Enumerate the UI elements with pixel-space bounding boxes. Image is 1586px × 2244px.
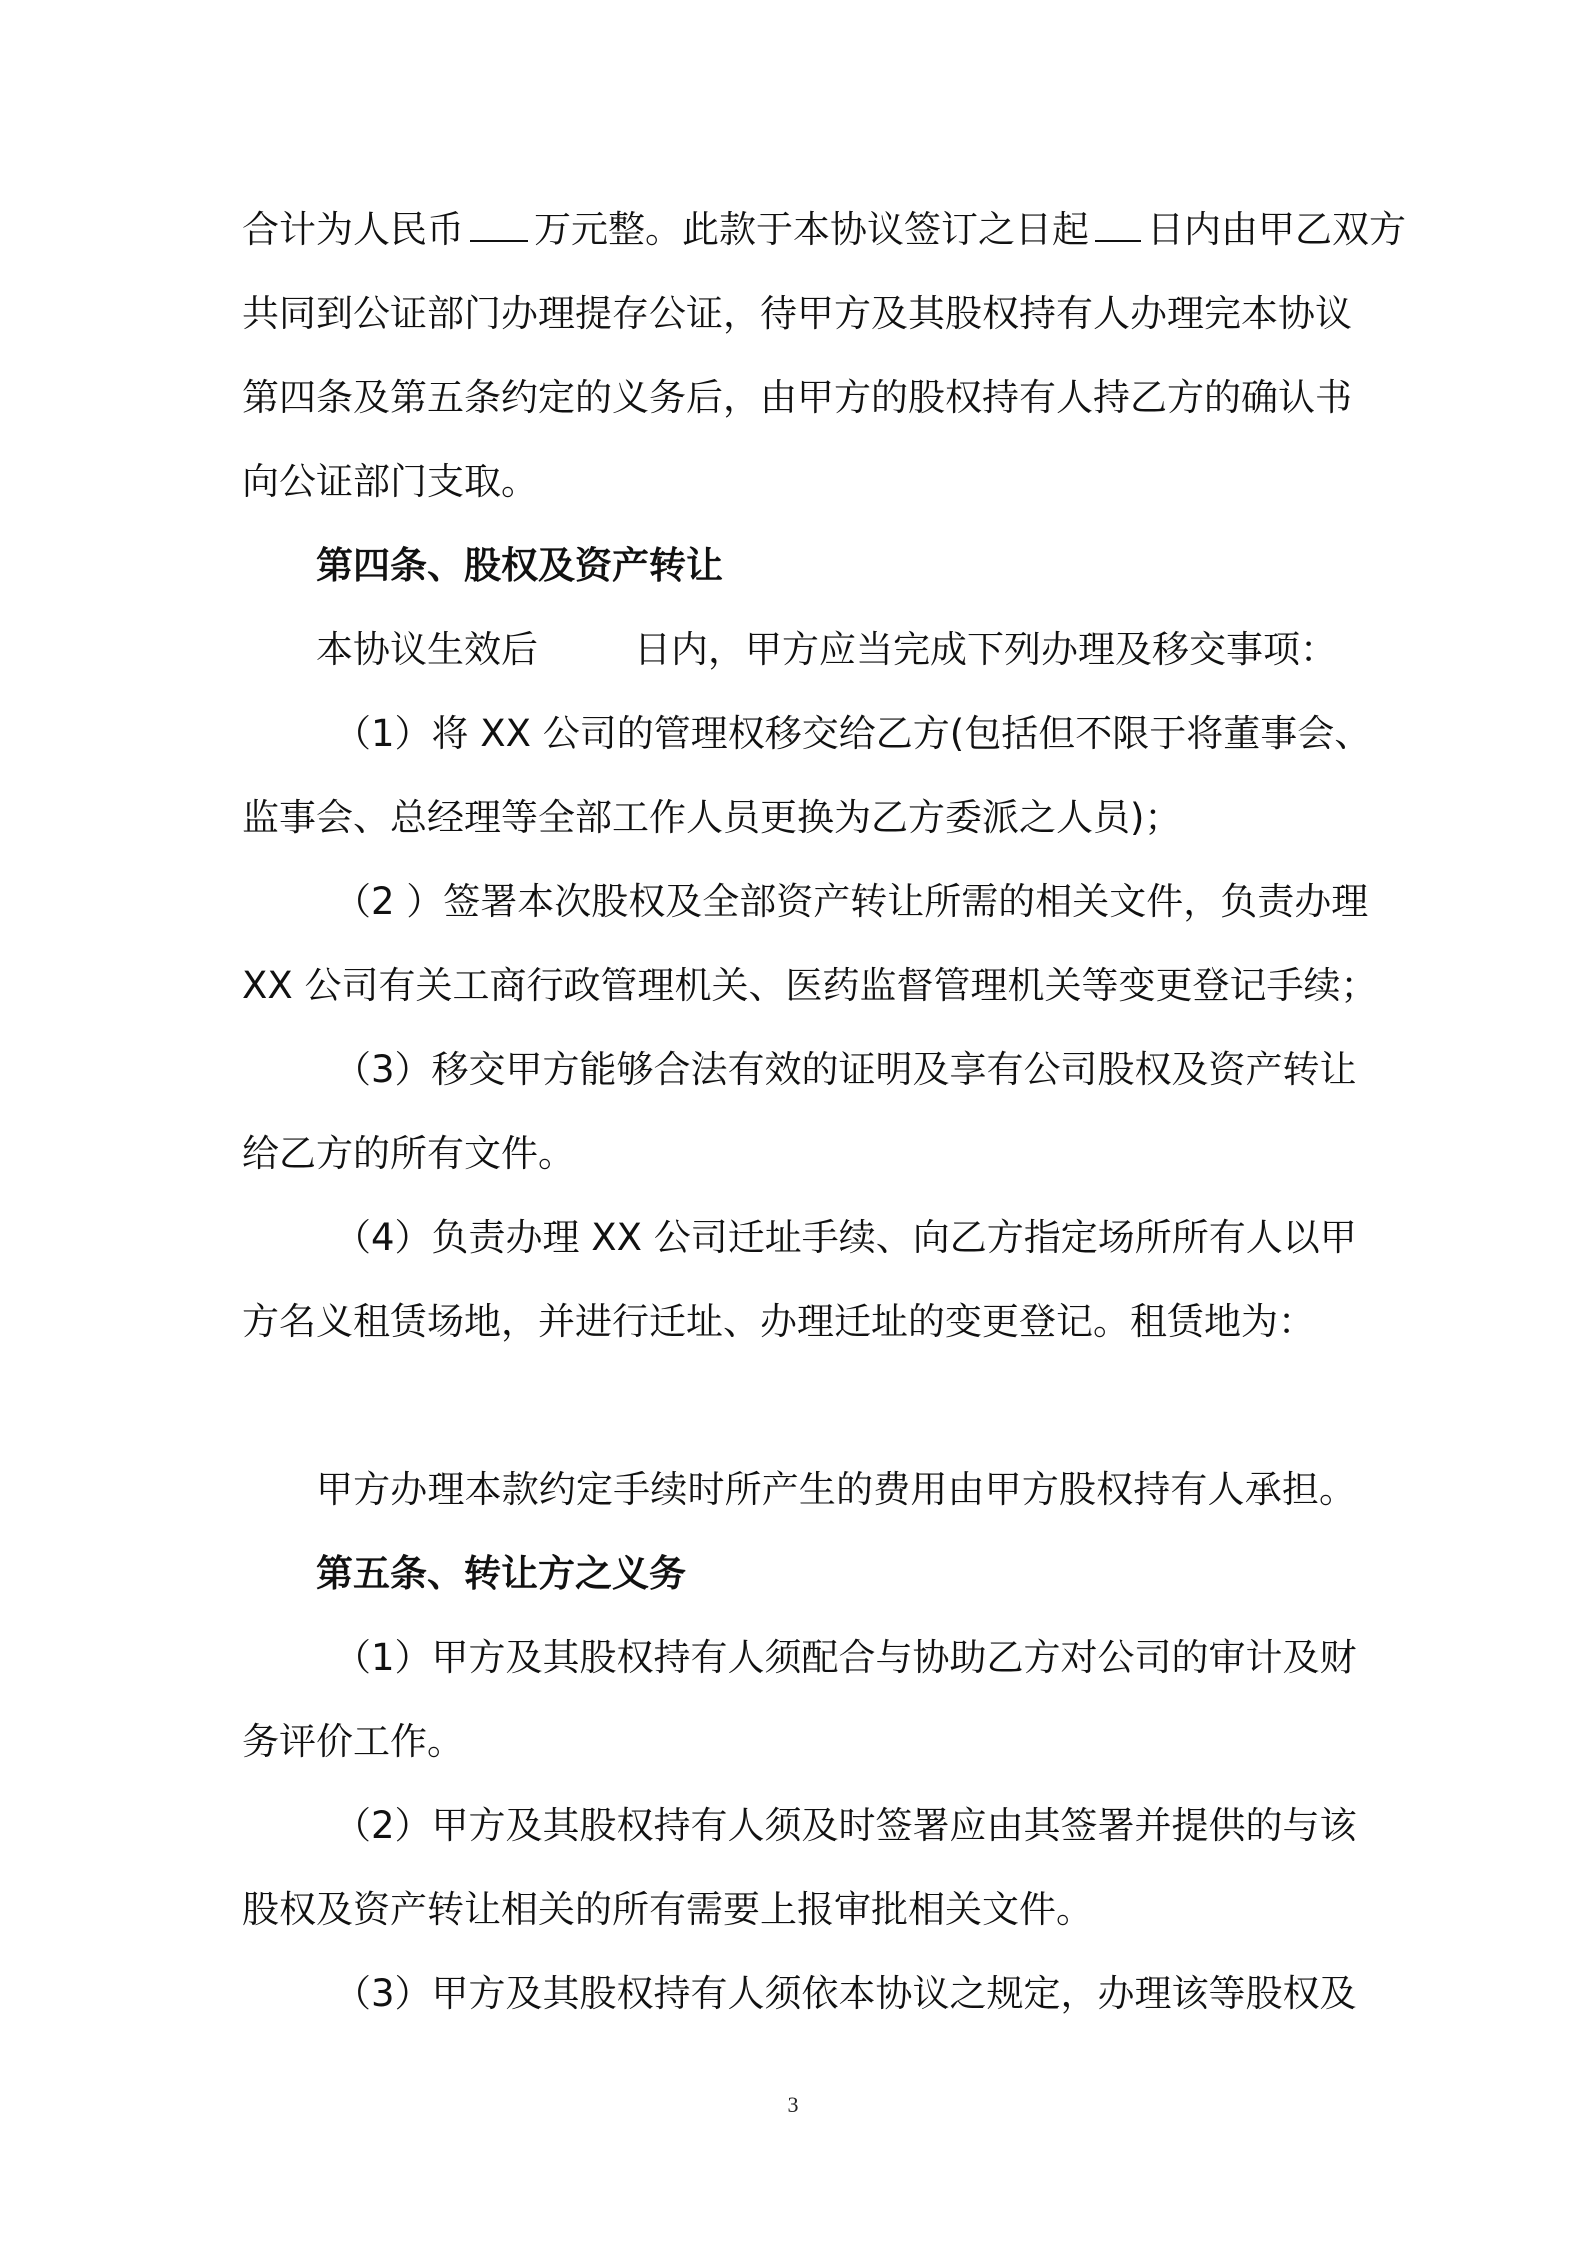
paragraph-line: （3）移交甲方能够合法有效的证明及享有公司股权及资产转让	[334, 1048, 1357, 1091]
paragraph-line: （1）甲方及其股权持有人须配合与协助乙方对公司的审计及财	[334, 1636, 1357, 1679]
article-5-heading: 第五条、转让方之义务	[316, 1552, 686, 1595]
paragraph-line: 务评价工作。	[242, 1720, 464, 1763]
paragraph-line: 方名义租赁场地，并进行迁址、办理迁址的变更登记。租赁地为：	[242, 1300, 1315, 1343]
text-segment: 日内，甲方应当完成下列办理及移交事项：	[634, 628, 1337, 671]
paragraph-line: 第四条及第五条约定的义务后，由甲方的股权持有人持乙方的确认书	[242, 376, 1352, 419]
paragraph-line: XX 公司有关工商行政管理机关、医药监督管理机关等变更登记手续；	[242, 964, 1378, 1007]
paragraph-line: （1）将 XX 公司的管理权移交给乙方(包括但不限于将董事会、	[334, 712, 1372, 755]
blank-underline	[1095, 198, 1141, 242]
paragraph-line: （3）甲方及其股权持有人须依本协议之规定，办理该等股权及	[334, 1972, 1357, 2015]
paragraph-line: （4）负责办理 XX 公司迁址手续、向乙方指定场所所有人以甲	[334, 1216, 1357, 1259]
blank-underline	[470, 198, 528, 242]
article-4-heading: 第四条、股权及资产转让	[316, 544, 723, 587]
paragraph-line: （2 ）签署本次股权及全部资产转让所需的相关文件，负责办理	[334, 880, 1369, 923]
paragraph-line	[316, 608, 1356, 692]
paragraph-line: 监事会、总经理等全部工作人员更换为乙方委派之人员)；	[242, 796, 1182, 839]
page-number: 3	[787, 2092, 799, 2117]
paragraph-line: 向公证部门支取。	[242, 460, 538, 503]
paragraph-line: 共同到公证部门办理提存公证，待甲方及其股权持有人办理完本协议	[242, 292, 1352, 335]
paragraph-line: 甲方办理本款约定手续时所产生的费用由甲方股权持有人承担。	[316, 1468, 1356, 1511]
paragraph-line	[242, 188, 1406, 272]
paragraph-line: 给乙方的所有文件。	[242, 1132, 575, 1175]
text-segment: 日内由甲乙双方	[1147, 208, 1406, 251]
text-segment: 合计为人民币	[242, 208, 464, 251]
text-segment: 本协议生效后	[316, 628, 538, 671]
paragraph-line: 股权及资产转让相关的所有需要上报审批相关文件。	[242, 1888, 1093, 1931]
text-segment: 万元整。此款于本协议签订之日起	[534, 208, 1089, 251]
paragraph-line: （2）甲方及其股权持有人须及时签署应由其签署并提供的与该	[334, 1804, 1357, 1847]
